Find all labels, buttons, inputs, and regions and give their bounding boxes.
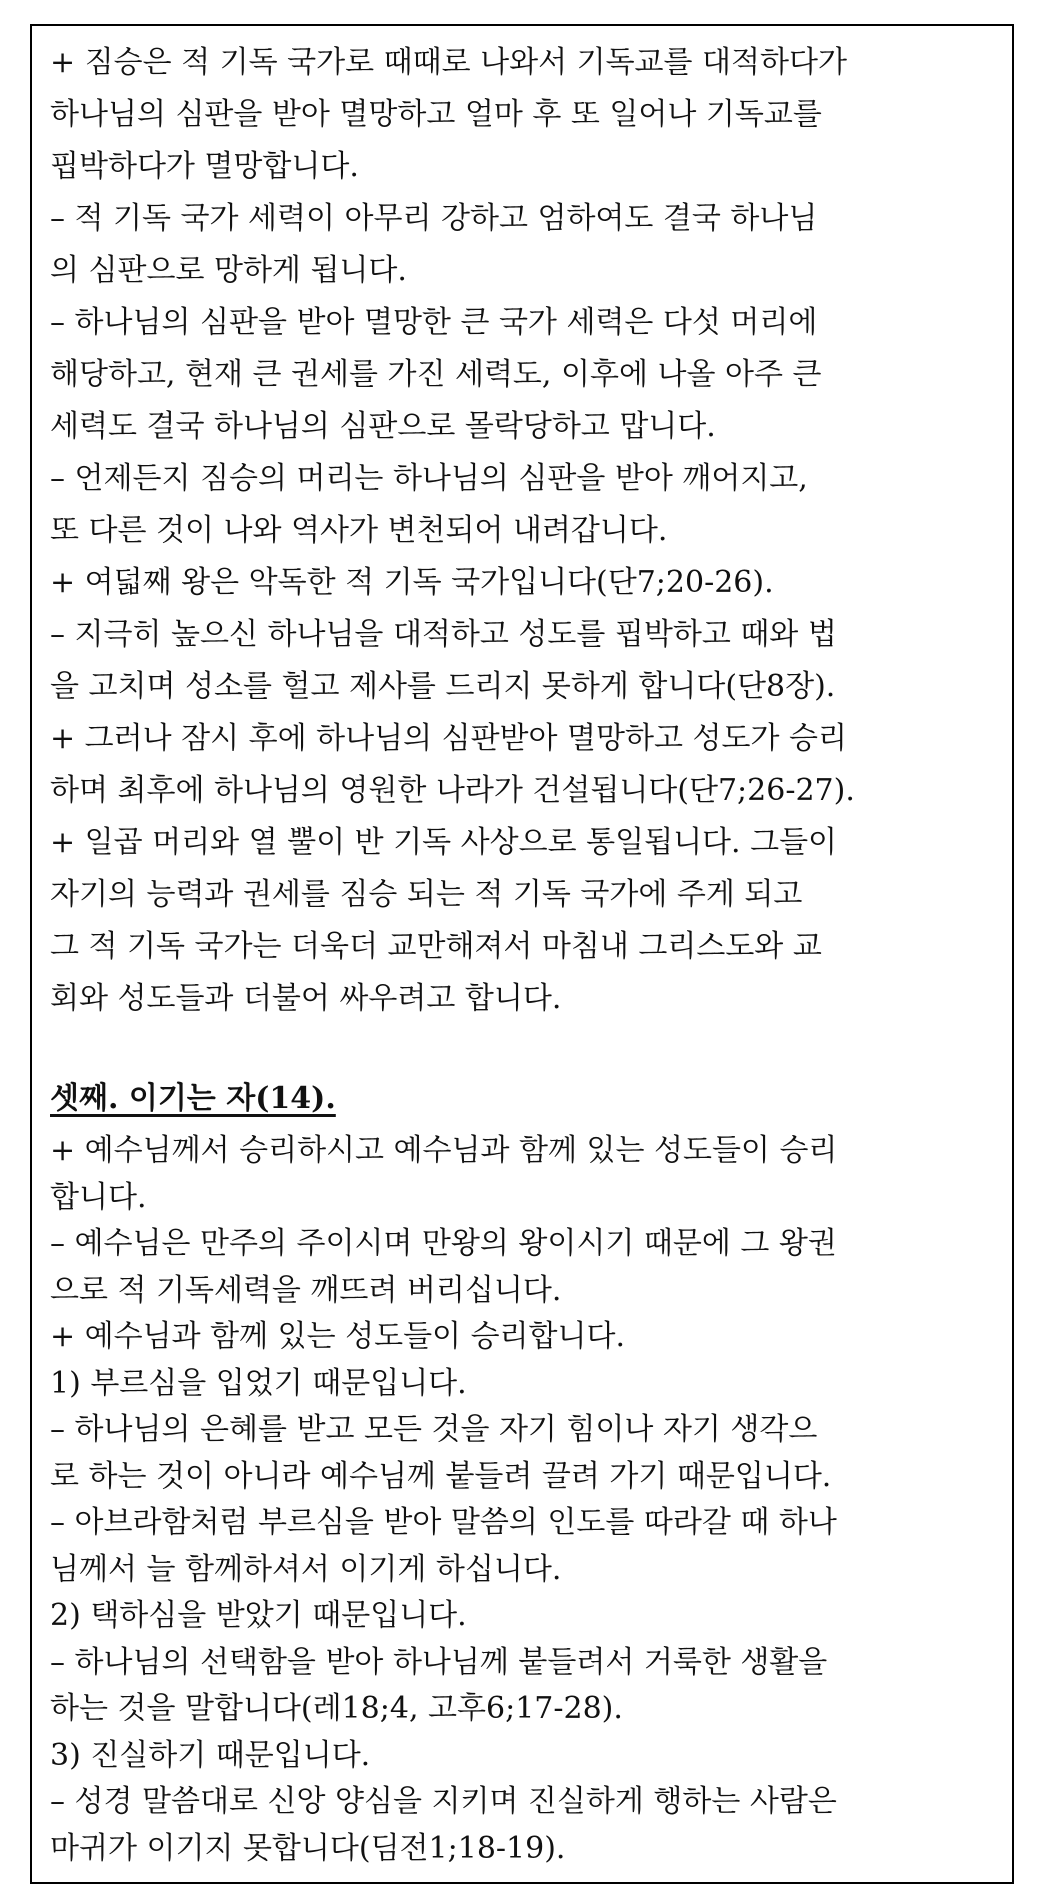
text-line: 로 하는 것이 아니라 예수님께 붙들려 끌려 가기 때문입니다. (50, 1458, 832, 1494)
text-line: 그 적 기독 국가는 더욱더 교만해져서 마침내 그리스도와 교 (50, 929, 822, 964)
text-line: – 하나님의 선택함을 받아 하나님께 붙들려서 거룩한 생활을 (50, 1644, 828, 1680)
text-line: 을 고치며 성소를 헐고 제사를 드리지 못하게 합니다(단8장). (50, 669, 836, 704)
text-line: 하는 것을 말합니다(레18;4, 고후6;17-28). (50, 1691, 623, 1726)
text-line: – 예수님은 만주의 주이시며 만왕의 왕이시기 때문에 그 왕권 (50, 1226, 837, 1261)
text-line: 회와 성도들과 더불어 싸우려고 합니다. (50, 981, 562, 1016)
text-line: – 성경 말씀대로 신앙 양심을 지키며 진실하게 행하는 사람은 (50, 1784, 837, 1819)
text-line: + 짐승은 적 기독 국가로 때때로 나와서 기독교를 대적하다가 (50, 45, 847, 80)
text-line: 으로 적 기독세력을 깨뜨려 버리십니다. (50, 1272, 562, 1308)
text-line: + 예수님께서 승리하시고 예수님과 함께 있는 성도들이 승리 (50, 1133, 838, 1168)
text-line: + 일곱 머리와 열 뿔이 반 기독 사상으로 통일됩니다. 그들이 (50, 825, 838, 860)
text-line: 세력도 결국 하나님의 심판으로 몰락당하고 맙니다. (50, 409, 716, 444)
text-line: 의 심판으로 망하게 됩니다. (50, 253, 407, 288)
text-line: 3) 진실하기 때문입니다. (50, 1737, 371, 1773)
text-line: – 언제든지 짐승의 머리는 하나님의 심판을 받아 깨어지고, (50, 461, 808, 496)
text-line: 하나님의 심판을 받아 멸망하고 얼마 후 또 일어나 기독교를 (50, 97, 822, 132)
text-line: – 지극히 높으신 하나님을 대적하고 성도를 핍박하고 때와 법 (50, 617, 837, 652)
text-line: 해당하고, 현재 큰 권세를 가진 세력도, 이후에 나올 아주 큰 (50, 357, 822, 392)
section-heading: 셋째. 이기는 자(14). (50, 1081, 336, 1116)
text-line: 1) 부르심을 입었기 때문입니다. (50, 1365, 467, 1401)
text-line: 2) 택하심을 받았기 때문입니다. (50, 1598, 467, 1633)
text-line: 또 다른 것이 나와 역사가 변천되어 내려갑니다. (50, 513, 668, 548)
text-line: – 아브라함처럼 부르심을 받아 말씀의 인도를 따라갈 때 하나 (50, 1505, 837, 1540)
text-line: + 여덟째 왕은 악독한 적 기독 국가입니다(단7;20-26). (50, 565, 774, 600)
text-line: + 그러나 잠시 후에 하나님의 심판받아 멸망하고 성도가 승리 (50, 721, 847, 756)
text-line: – 하나님의 은혜를 받고 모든 것을 자기 힘이나 자기 생각으 (50, 1412, 818, 1447)
text-line: 님께서 늘 함께하셔서 이기게 하십니다. (50, 1551, 562, 1587)
text-line: 핍박하다가 멸망합니다. (50, 149, 359, 184)
text-line: – 적 기독 국가 세력이 아무리 강하고 엄하여도 결국 하나님 (50, 201, 818, 236)
text-line: 마귀가 이기지 못합니다(딤전1;18-19). (50, 1830, 566, 1866)
text-line: + 예수님과 함께 있는 성도들이 승리합니다. (50, 1319, 626, 1354)
text-line: 자기의 능력과 권세를 짐승 되는 적 기독 국가에 주게 되고 (50, 877, 803, 912)
text-line: 합니다. (50, 1179, 147, 1215)
text-line: – 하나님의 심판을 받아 멸망한 큰 국가 세력은 다섯 머리에 (50, 305, 818, 340)
text-line: 하며 최후에 하나님의 영원한 나라가 건설됩니다(단7;26-27). (50, 773, 855, 808)
